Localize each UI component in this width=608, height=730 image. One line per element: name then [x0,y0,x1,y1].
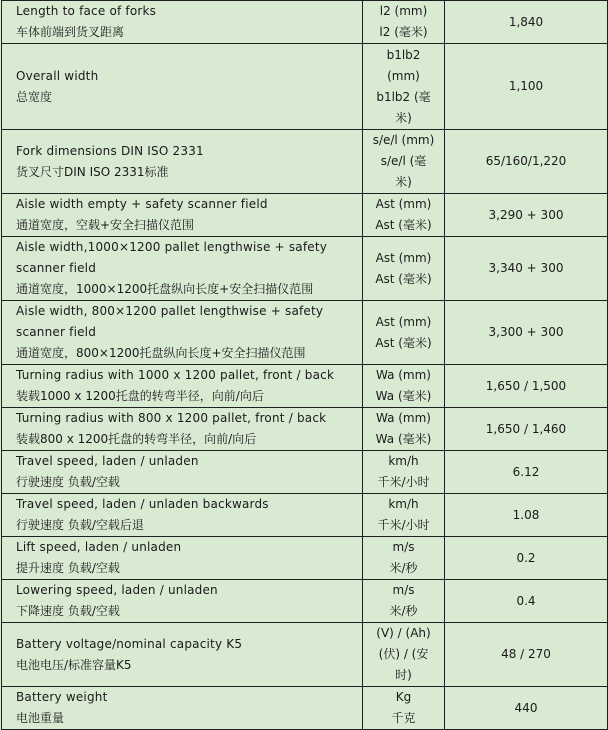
parameter-en: Length to face of forks [16,4,157,18]
unit-cell [363,623,445,687]
parameter-cell [2,580,363,623]
parameter-cn: 总宽度 [16,89,53,104]
parameter-cell [2,1,363,44]
unit-cell [363,580,445,623]
unit-line: 米/秒 [389,561,418,575]
table-row [2,365,608,408]
parameter-cell [2,130,363,194]
parameter-cell [2,537,363,580]
unit-line: l2 (毫米) [379,25,428,39]
unit-cell [363,194,445,237]
unit-line: 千米/小时 [377,475,430,489]
value-cell: 1,650 / 1,460 [445,408,608,451]
parameter-cn: 货叉尺寸DIN ISO 2331标准 [16,164,169,179]
unit-line: Ast (mm) [375,197,432,211]
unit-cell [363,44,445,130]
spec-table-body [2,1,608,730]
parameter-cell [2,451,363,494]
table-row [2,687,608,730]
unit-line: Ast (毫米) [375,335,432,350]
parameter-cell [2,408,363,451]
table-row [2,44,608,130]
unit-line: Ast (毫米) [375,271,432,286]
value-cell: 65/160/1,220 [445,130,608,194]
unit-cell [363,365,445,408]
parameter-cn: 通道宽度，空载+安全扫描仪范围 [16,218,195,232]
parameter-cell [2,365,363,408]
unit-line: b1lb2 (毫 [376,89,431,104]
value-cell: 3,290 + 300 [445,194,608,237]
unit-cell [363,687,445,730]
parameter-en: Travel speed, laden / unladen [16,454,199,468]
unit-line: Ast (毫米) [375,218,432,232]
parameter-en: Aisle width, 800×1200 pallet lengthwise + safety scanner field [16,304,324,339]
value-cell: 3,340 + 300 [445,237,608,301]
unit-line: m/s [392,583,415,597]
parameter-cell [2,194,363,237]
table-row [2,130,608,194]
parameter-en: Fork dimensions DIN ISO 2331 [16,143,204,158]
value-cell: 0.4 [445,580,608,623]
value-cell: 3,300 + 300 [445,301,608,365]
parameter-cn: 电池电压/标准容量K5 [16,657,132,672]
table-row [2,451,608,494]
parameter-cell [2,687,363,730]
parameter-cell [2,623,363,687]
unit-line: l2 (mm) [379,4,428,18]
value-cell: 440 [445,687,608,730]
value-cell: 1,100 [445,44,608,130]
unit-line: Kg [395,690,412,704]
parameter-en: Turning radius with 1000 x 1200 pallet, front / back [16,368,335,382]
parameter-cn: 行驶速度 负载/空载后退 [16,518,144,532]
unit-cell [363,301,445,365]
parameter-cn: 电池重量 [16,711,65,725]
unit-line: (V) / (Ah) [376,626,431,640]
parameter-en: Lowering speed, laden / unladen [16,583,218,597]
unit-line: 米) [395,110,412,125]
table-row [2,580,608,623]
value-cell: 0.2 [445,537,608,580]
unit-line: (伏) / (安 [378,647,429,661]
parameter-cn: 行驶速度 负载/空载 [16,475,120,489]
parameter-cell [2,301,363,365]
unit-line: m/s [392,540,415,554]
spec-table [1,0,608,730]
unit-line: 时) [395,668,412,682]
parameter-cell [2,494,363,537]
parameter-cn: 下降速度 负载/空载 [16,604,120,618]
value-cell: 6.12 [445,451,608,494]
parameter-cn: 装载1000 x 1200托盘的转弯半径，向前/向后 [16,389,264,403]
unit-line: 米/秒 [389,604,418,618]
parameter-cn: 通道宽度，800×1200托盘纵向长度+安全扫描仪范围 [16,346,306,360]
unit-cell [363,451,445,494]
unit-line: Ast (mm) [375,250,432,265]
unit-line: s/e/l (mm) [372,133,435,147]
unit-line: (mm) [387,68,420,83]
parameter-cn: 车体前端到货叉距离 [16,25,125,39]
unit-line: 米) [395,175,412,189]
unit-line: Ast (mm) [375,314,432,329]
table-row [2,494,608,537]
table-row [2,194,608,237]
parameter-en: Turning radius with 800 x 1200 pallet, front / back [16,411,327,425]
unit-line: Wa (mm) [375,411,431,425]
parameter-cn: 装载800 x 1200托盘的转弯半径，向前/向后 [16,432,257,446]
unit-line: 千克 [391,711,416,725]
unit-line: 千米/小时 [377,518,430,532]
unit-line: b1lb2 [386,47,421,62]
parameter-en: Travel speed, laden / unladen backwards [16,497,269,511]
parameter-cell [2,44,363,130]
unit-cell [363,408,445,451]
unit-cell [363,130,445,194]
parameter-en: Overall width [16,68,99,83]
parameter-cell [2,237,363,301]
value-cell: 1.08 [445,494,608,537]
table-row [2,237,608,301]
unit-cell [363,494,445,537]
value-cell: 48 / 270 [445,623,608,687]
unit-line: km/h [388,497,419,511]
value-cell: 1,840 [445,1,608,44]
unit-line: km/h [388,454,419,468]
unit-cell [363,237,445,301]
parameter-en: Aisle width empty + safety scanner field [16,197,268,211]
unit-line: Wa (mm) [375,368,431,382]
parameter-cn: 通道宽度，1000×1200托盘纵向长度+安全扫描仪范围 [16,282,314,296]
parameter-en: Lift speed, laden / unladen [16,540,182,554]
table-row [2,537,608,580]
unit-line: Wa (毫米) [375,389,432,403]
unit-line: s/e/l (毫 [380,154,427,168]
table-row [2,301,608,365]
parameter-en: Battery weight [16,690,108,704]
table-row [2,1,608,44]
table-row [2,623,608,687]
unit-cell [363,1,445,44]
unit-line: Wa (毫米) [375,432,432,446]
value-cell: 1,650 / 1,500 [445,365,608,408]
parameter-en: Battery voltage/nominal capacity K5 [16,636,243,651]
parameter-cn: 提升速度 负载/空载 [16,561,120,575]
unit-cell [363,537,445,580]
parameter-en: Aisle width,1000×1200 pallet lengthwise + safety scanner field [16,240,328,275]
table-row [2,408,608,451]
